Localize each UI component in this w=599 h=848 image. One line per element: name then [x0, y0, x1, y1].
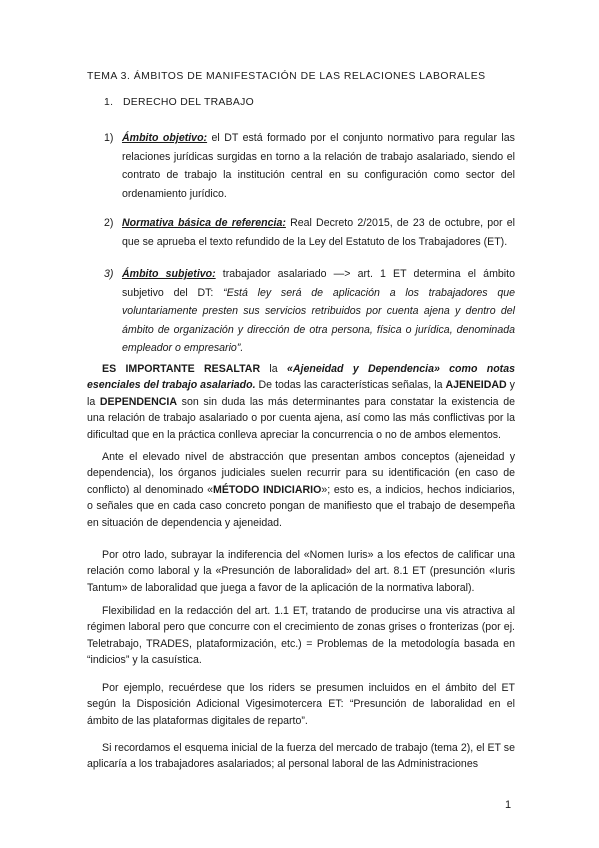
text-run: Ante el elevado nivel de abstracción que presentan ambos conceptos (ajeneidad y dependencia), los órganos judiciales suelen recurrir para su identificación (en caso de conflicto) al denominado «	[87, 451, 515, 496]
list-item-number: 3)	[104, 268, 114, 280]
emphasis-ajeneidad-dependencia: «Ajeneidad y Dependencia» como notas esenciales del trabajo asalariado.	[87, 363, 515, 392]
list-item-ambito-objetivo	[104, 129, 515, 203]
legal-quote: “Está ley será de aplicación a los trabajadores que voluntariamente presten sus servicios retribuidos por cuenta ajena y dentro del ámbito de organización y dirección de otra persona, física o jurídica, denominada empleador o empresario”.	[122, 286, 515, 354]
list-item-body	[122, 265, 515, 358]
list-item-normativa	[104, 214, 515, 251]
list-item-text: el DT está formado por el conjunto normativo para regular las relaciones jurídicas surgidas en torno a la relación de trabajo asalariado, siendo el contrato de trabajo la institución central en su configuración como sector del ordenamiento jurídico.	[122, 132, 515, 200]
text-run: De todas las características señalas, la	[255, 379, 446, 392]
paragraph-abstraccion	[87, 449, 515, 531]
page-number: 1	[505, 799, 512, 811]
document-title: TEMA 3. ÁMBITOS DE MANIFESTACIÓN DE LAS RELACIONES LABORALES	[87, 71, 486, 82]
list-item-body	[122, 129, 515, 203]
paragraph-esquema: Si recordamos el esquema inicial de la fuerza del mercado de trabajo (tema 2), el ET se aplicaría a los trabajadores asalariados; al personal laboral de las Administraciones	[87, 742, 515, 771]
section-number: 1.	[104, 97, 114, 108]
list-item-text: Real Decreto 2/2015, de 23 de octubre, por el que se aprueba el texto refundido de la Ley del Estatuto de los Trabajadores (ET).	[122, 217, 515, 248]
list-item-text: trabajador asalariado —> art. 1 ET determina el ámbito subjetivo del DT:	[122, 268, 515, 299]
paragraph-riders: Por ejemplo, recuérdese que los riders se presumen incluidos en el ámbito del ET según la Disposición Adicional Vigesimotercera ET: “Presunción de laboralidad en el ámbito de las plataformas digitales de reparto”.	[87, 682, 515, 727]
list-item-number: 1)	[104, 132, 114, 144]
section-heading	[104, 97, 254, 108]
list-item-label: Ámbito subjetivo:	[122, 268, 216, 280]
section-title: DERECHO DEL TRABAJO	[123, 97, 254, 108]
text-run: »; esto es, a indicios, hechos indiciarios, o señales que en cada caso concreto pongan de manifiesto que el trabajo de desempeña en situación de dependencia y ajeneidad.	[87, 483, 516, 529]
text-run: la	[260, 363, 287, 375]
paragraph-nomen-iuris: Por otro lado, subrayar la indiferencia del «Nomen Iuris» a los efectos de calificar una relación como laboral y la «Presunción de laboralidad» del art. 8.1 ET (presunción «Iuris Tantum» de laboralidad que juega a favor de la aplicación de la normativa laboral).	[87, 549, 515, 594]
list-item-ambito-subjetivo	[104, 265, 515, 358]
paragraph-flexibilidad: Flexibilidad en la redacción del art. 1.1 ET, tratando de producirse una vis atractiva al régimen laboral pero que concurre con el crecimiento de zonas grises o fronterizas (por ej. Teletrabajo, TRADES, plataformización, etc.) = Problemas de la metodología basada en “indicios” y la casuística.	[87, 605, 515, 667]
list-item-body	[122, 214, 515, 251]
text-run: y la	[87, 379, 515, 408]
emphasis-lead: ES IMPORTANTE RESALTAR	[102, 363, 261, 375]
list-item-label: Ámbito objetivo:	[122, 132, 208, 144]
list-item-number: 2)	[104, 217, 114, 229]
text-run: son sin duda las más determinantes para constatar la existencia de una relación de trabajo asalariado o por cuenta ajena, así como las más conflictivas por la dificultad que en la práctica conlleva apreciar la concurrencia o no de ambos elementos.	[87, 395, 515, 441]
keyword-metodo-indiciario: MÉTODO INDICIARIO	[213, 483, 322, 496]
list-item-label: Normativa básica de referencia:	[122, 217, 286, 229]
keyword-dependencia: DEPENDENCIA	[99, 395, 178, 408]
keyword-ajeneidad: AJENEIDAD	[445, 379, 507, 392]
paragraph-importante	[87, 361, 515, 443]
